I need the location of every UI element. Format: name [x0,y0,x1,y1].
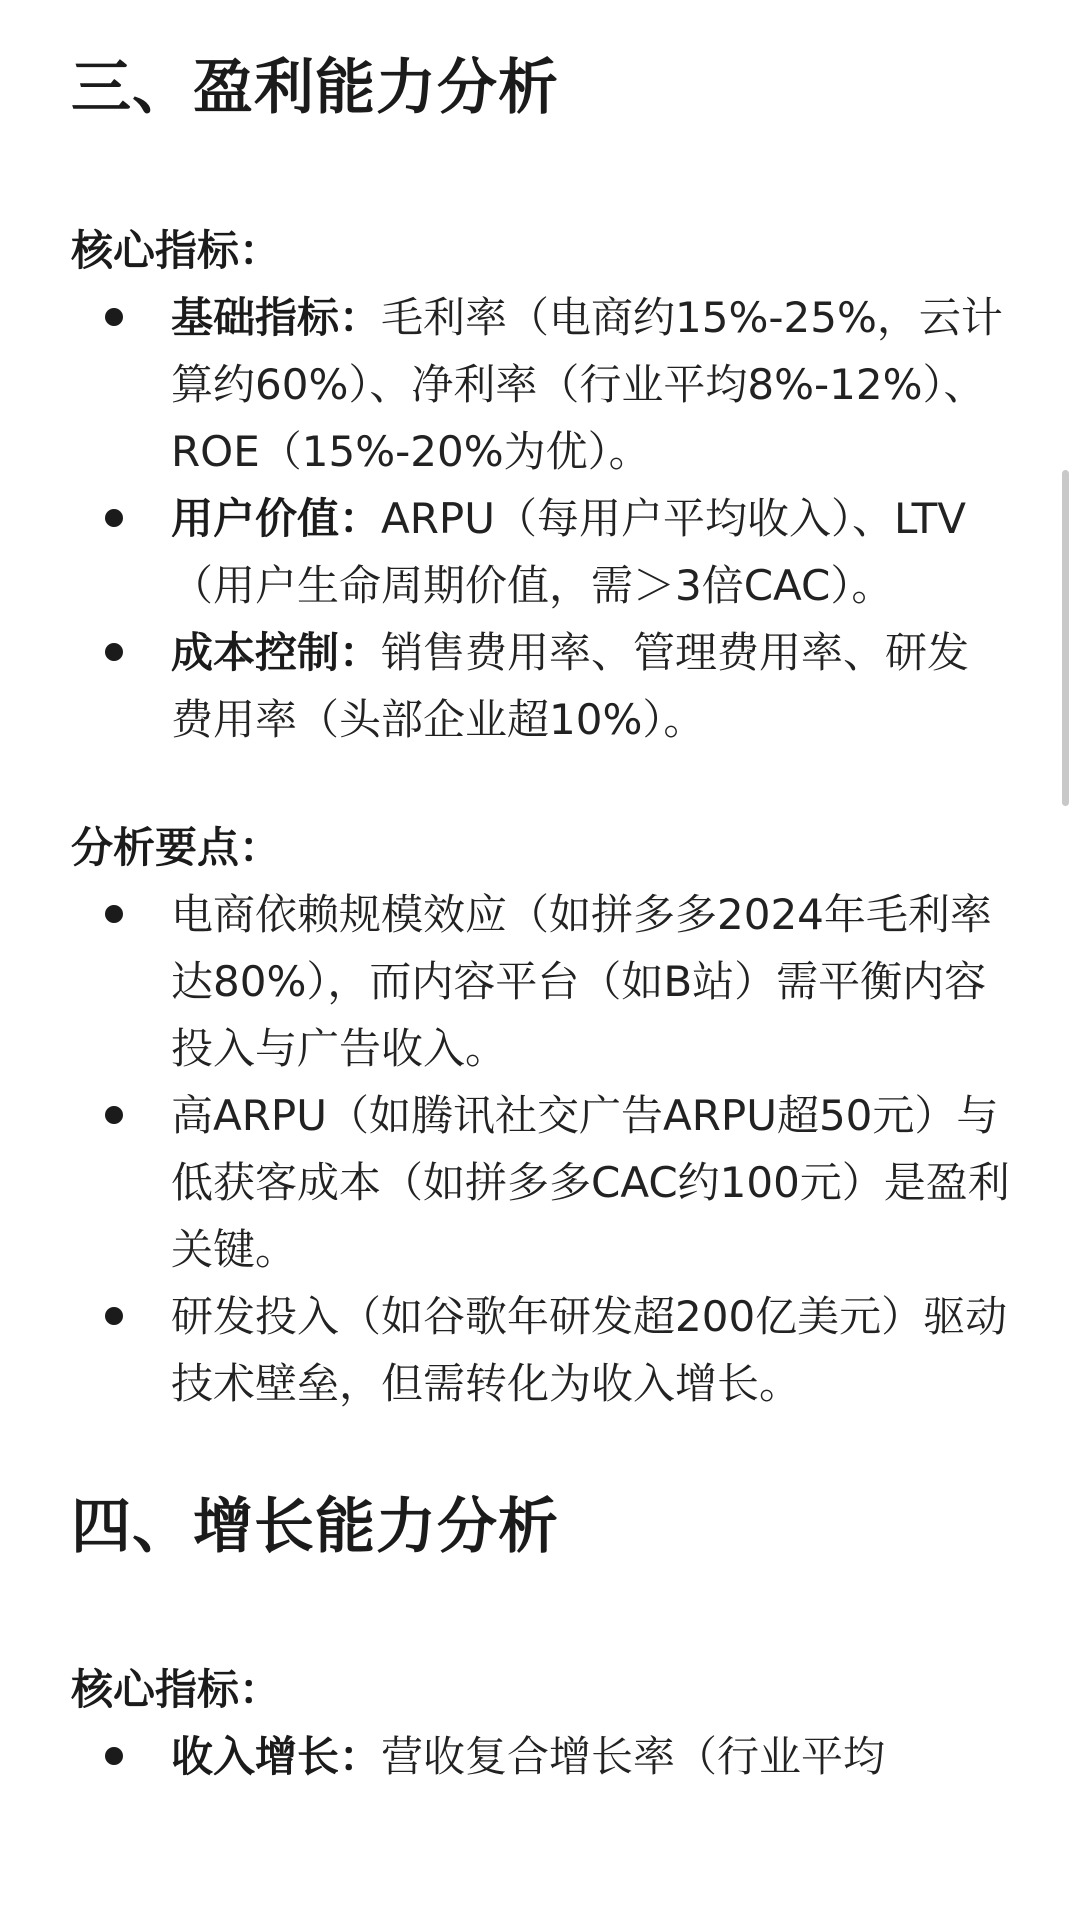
core-metrics-heading: 核心指标： [71,226,282,275]
core-metrics-list [71,284,1011,753]
item-text: 营收复合增长率（行业平均 [381,1732,886,1781]
item-term: 基础指标： [171,293,382,342]
analysis-points-list [71,881,1011,1417]
bullet-dot-icon [105,643,123,661]
bullet-dot-icon [105,308,123,326]
section-title-growth: 四、增长能力分析 [71,1492,559,1562]
item-term: 收入增长： [171,1732,382,1781]
list-item [71,1283,1011,1417]
list-item [71,619,1011,753]
item-text: ARPU（每用户平均收入）、LTV（用户生命周期价值，需＞3倍CAC）。 [171,494,967,610]
list-item [71,1082,1011,1283]
list-item [71,1723,1011,1790]
item-term: 成本控制： [171,628,382,677]
bullet-dot-icon [105,905,123,923]
bullet-dot-icon [105,1106,123,1124]
bullet-dot-icon [105,1307,123,1325]
core-metrics-heading: 核心指标： [71,1665,282,1714]
item-term: 用户价值： [171,494,382,543]
item-text: 毛利率（电商约15%-25%，云计算约60%）、净利率（行业平均8%-12%）、ROE（15%-20%为优）。 [171,293,1003,476]
bullet-dot-icon [105,509,123,527]
list-item [71,881,1011,1082]
article-content [71,40,1011,1790]
section-title-profitability: 三、盈利能力分析 [71,53,559,123]
core-metrics-list [71,1723,1011,1790]
analysis-points-heading: 分析要点： [71,823,282,872]
bullet-dot-icon [105,1747,123,1765]
vertical-scrollbar[interactable] [1062,470,1069,806]
list-item [71,485,1011,619]
item-text: 研发投入（如谷歌年研发超200亿美元）驱动技术壁垒，但需转化为收入增长。 [171,1292,1008,1408]
item-text: 电商依赖规模效应（如拼多多2024年毛利率达80%），而内容平台（如B站）需平衡内容投入与广告收入。 [171,890,992,1073]
item-text: 销售费用率、管理费用率、研发费用率（头部企业超10%）。 [171,628,970,744]
list-item [71,284,1011,485]
item-text: 高ARPU（如腾讯社交广告ARPU超50元）与低获客成本（如拼多多CAC约100元）是盈利关键。 [171,1091,1010,1274]
